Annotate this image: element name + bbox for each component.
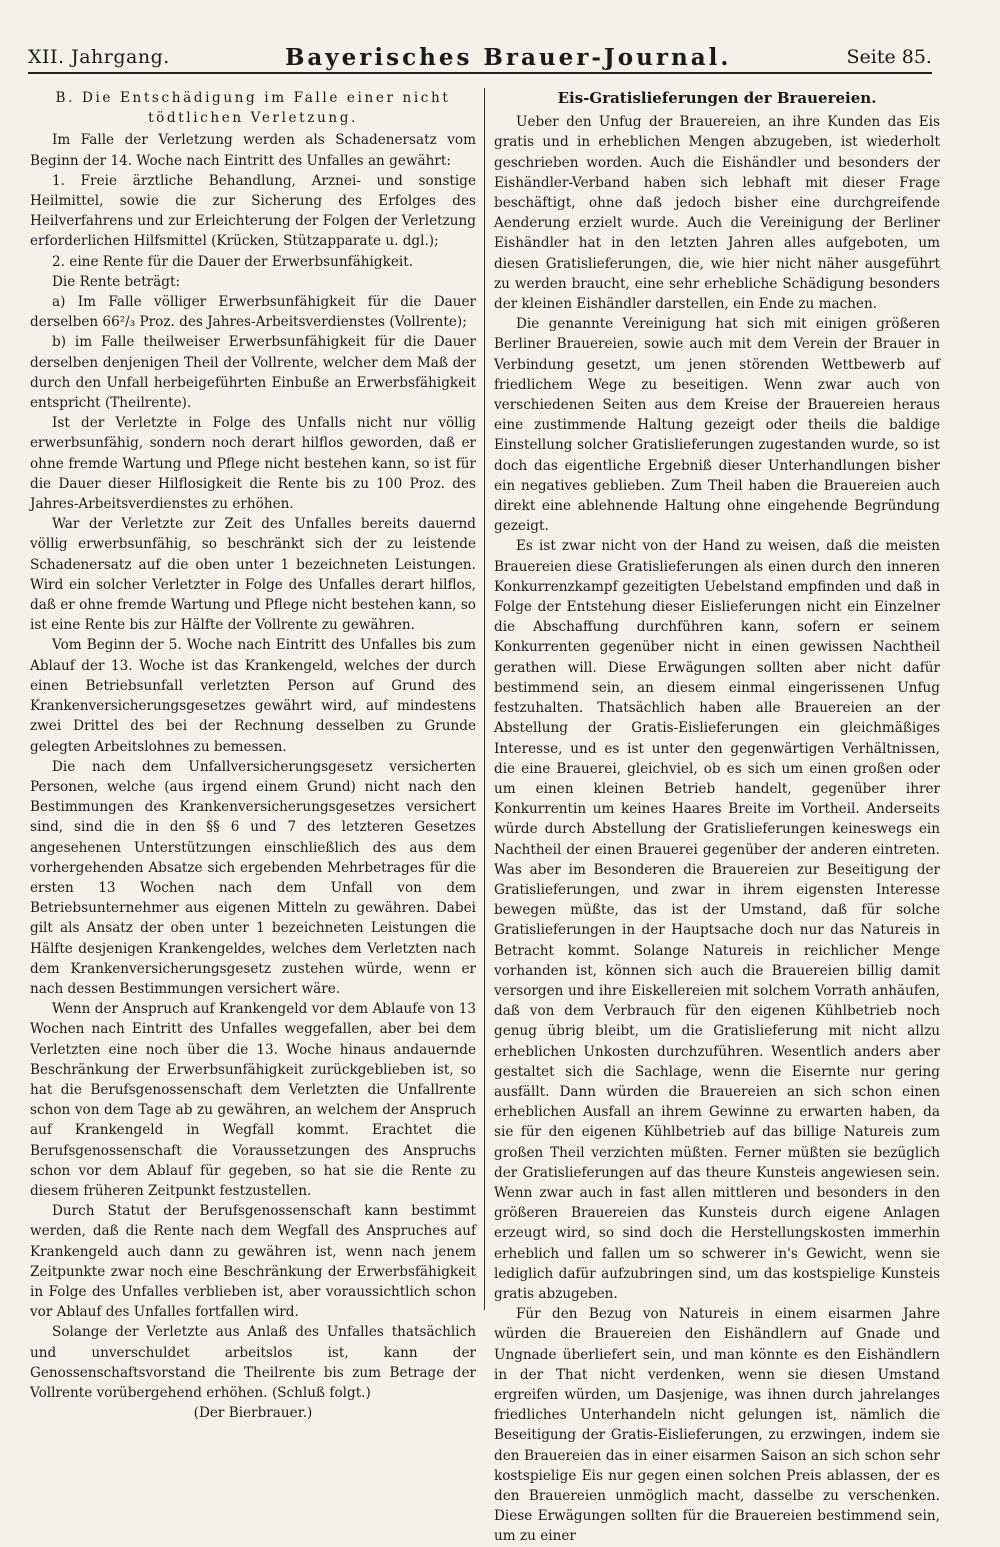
paragraph: Durch Statut der Berufsgenossenschaft kann bestimmt werden, daß die Rente nach dem Wegfall des Anspruches auf Krankengeld auch dann zu gewähren ist, wenn nach jenem Zeitpunkte zwar noch eine Beschränkung der Erwerbsfähigkeit in Folge des Unfalles verblieben ist, aber voraussichtlich schon vor Ablauf des Unfalles fortfallen wird.: [30, 1203, 476, 1321]
paragraph: Ist der Verletzte in Folge des Unfalls nicht nur völlig erwerbsunfähig, sondern noch derart hilflos geworden, daß er ohne fremde Wartung und Pflege nicht bestehen kann, so ist für die Dauer dieser Hilflosigkeit die Rente bis zu 100 Proz. des Jahres-Arbeitsverdienstes zu erhöhen.: [30, 415, 476, 513]
article-title: Eis-Gratislieferungen der Brauereien.: [557, 89, 877, 107]
paragraph: Vom Beginn der 5. Woche nach Eintritt des Unfalles bis zum Ablauf der 13. Woche ist das Krankengeld, welches der durch einen Betriebsunfall verletzten Person auf Grund des Krankenversicherungsgesetzes gewährt wird, auf mindestens zwei Drittel des bei der Rechnung desselben zu Grunde gelegten Arbeitslohnes zu bemessen.: [30, 637, 476, 755]
paragraph: Solange der Verletzte aus Anlaß des Unfalles thatsächlich und unverschuldet arbeitslos ist, kann der Genossenschaftsvorstand die Theilrente bis zum Betrage der Vollrente vorübergehend erhöhen. (Schluß folgt.): [30, 1324, 476, 1401]
paragraph: Im Falle der Verletzung werden als Schadenersatz vom Beginn der 14. Woche nach Eintritt des Unfalles an gewährt:: [30, 132, 476, 169]
column-divider: [484, 88, 485, 1310]
paragraph: b) im Falle theilweiser Erwerbsunfähigkeit für die Dauer derselben denjenigen Theil der Vollrente, welcher dem Maß der durch den Unfall herbeigeführten Einbuße an Erwerbsfähigkeit entspricht (Theilrente).: [30, 334, 476, 412]
paragraph: Für den Bezug von Natureis in einem eisarmen Jahre würden die Brauereien den Eishändlern auf Gnade und Ungnade überliefert sein, und man könnte es den Eishändlern in der That nicht verdenken, wenn sie diesen Umstand ergreifen würden, um Dasjenige, was ihnen durch jahrelanges friedliches Unterhandeln nicht gelungen ist, nämlich die Beseitigung der Gratis-Eislieferungen, zu erzwingen, indem sie den Brauereien das in einer eisarmen Saison an sich schon sehr kostspielige Eis nur gegen einen solchen Preis ablassen, der es den Brauereien unmöglich macht, dasselbe zu verschenken. Diese Erwägungen sollten für die Brauereien bestimmend sein, um zu einer: [494, 1306, 940, 1545]
paragraph: Die genannte Vereinigung hat sich mit einigen größeren Berliner Brauereien, sowie auch mit dem Verein der Brauer in Verbindung gesetzt, um jenen störenden Wettbewerb auf friedlichem Wege zu beseitigen. Wenn zwar auch von verschiedenen Seiten aus dem Kreise der Brauereien heraus eine zustimmende Haltung gezeigt oder theils die baldige Einstellung solcher Gratislieferungen zugestanden wurde, so ist doch das eigentliche Ergebniß dieser Unterhandlungen bisher ein negatives geblieben. Zum Theil haben die Brauereien auch direkt eine ablehnende Haltung ohne eingehende Begründung gezeigt.: [494, 316, 940, 535]
paragraph: a) Im Falle völliger Erwerbsunfähigkeit für die Dauer derselben 66²/₃ Proz. des Jahres-Arbeitsverdienstes (Vollrente);: [30, 294, 476, 331]
paragraph: Wenn der Anspruch auf Krankengeld vor dem Ablaufe von 13 Wochen nach Eintritt des Unfalles weggefallen, aber bei dem Verletzten eine noch über die 13. Woche hinaus andauernde Beschränkung der Erwerbsunfähigkeit zurückgeblieben ist, so hat die Berufsgenossenschaft dem Verletzten die Unfallrente schon von dem Tage ab zu gewähren, an welchem der Anspruch auf Krankengeld in Wegfall kommt. Erachtet die Berufsgenossenschaft die Voraussetzungen des Anspruchs schon vor dem Ablauf für gegeben, so hat sie die Rente zu diesem früheren Zeitpunkt festzustellen.: [30, 1001, 476, 1199]
paragraph: Die nach dem Unfallversicherungsgesetz versicherten Personen, welche (aus irgend einem Grund) nicht nach den Bestimmungen des Krankenversicherungsgesetzes versichert sind, sind die in den §§ 6 und 7 des letzteren Gesetzes angesehenen Unterstützungen einschließlich des aus dem vorhergehenden Absatze sich ergebenden Mehrbetrages für die ersten 13 Wochen nach dem Unfall von dem Betriebsunternehmer aus eigenen Mitteln zu gewähren. Dabei gilt als Ansatz der oben unter 1 bezeichneten Leistungen die Hälfte desjenigen Krankengeldes, welches dem Verletzten nach dem Krankenversicherungsgesetz zustehen würde, wenn er nach dessen Bestimmungen versichert wäre.: [30, 758, 476, 997]
paragraph: 1. Freie ärztliche Behandlung, Arznei- und sonstige Heilmittel, sowie die zur Sicherung des Erfolges des Heilverfahrens und zur Erleichterung der Folgen der Verletzung erforderlichen Hilfsmittel (Krücken, Stützapparate u. dgl.);: [30, 172, 476, 250]
paragraph: 2. eine Rente für die Dauer der Erwerbsunfähigkeit.: [52, 253, 414, 270]
journal-title: Bayerisches Brauer-Journal.: [284, 43, 732, 71]
source-credit: (Der Bierbrauer.): [193, 1405, 313, 1422]
left-column: [30, 88, 476, 1422]
volume-label: XII. Jahrgang.: [28, 46, 170, 68]
page-header: [28, 42, 932, 74]
paragraph: Ueber den Unfug der Brauereien, an ihre Kunden das Eis gratis und in erheblichen Mengen abzugeben, ist wiederholt geschrieben worden. Auch die Eishändler und besonders der Eishändler-Verband haben sich lebhaft mit dieser Frage beschäftigt, ohne daß jedoch bisher eine durchgreifende Aenderung erzielt wurde. Auch die Vereinigung der Berliner Eishändler hat in den letzten Jahren alles aufgeboten, um diesen Gratislieferungen, die, wie hier nicht näher ausgeführt zu werden braucht, eine sehr erhebliche Schädigung besonders der kleinen Eishändler darstellen, ein Ende zu machen.: [494, 114, 940, 313]
right-column: [494, 88, 940, 1545]
paragraph: Die Rente beträgt:: [52, 273, 181, 290]
section-title: B. Die Entschädigung im Falle einer nicht tödtlichen Verletzung.: [55, 90, 451, 127]
paragraph: War der Verletzte zur Zeit des Unfalles bereits dauernd völlig erwerbsunfähig, so beschränkt sich der zu leistende Schadenersatz auf die oben unter 1 bezeichneten Leistungen. Wird ein solcher Verletzter in Folge des Unfalles derart hilflos, daß er ohne fremde Wartung und Pflege nicht bestehen kann, so ist eine Rente bis zur Hälfte der Vollrente zu gewähren.: [30, 516, 476, 634]
page-number: Seite 85.: [846, 46, 932, 68]
paragraph: Es ist zwar nicht von der Hand zu weisen, daß die meisten Brauereien diese Gratislieferungen als einen durch den inneren Konkurrenzkampf gezeitigten Uebelstand empfinden und daß in Folge der Entstehung dieser Eislieferungen nicht ein Einzelner die Abschaffung durchführen kann, sofern er seinem Konkurrenten gegenüber nicht in einen gewissen Nachtheil gerathen will. Diese Erwägungen sollten aber nicht dafür bestimmend sein, an diesem einmal eingerissenen Unfug festzuhalten. Thatsächlich haben alle Brauereien an der Abstellung der Gratis-Eislieferungen ein gleichmäßiges Interesse, und es ist unter den gegenwärtigen Verhältnissen, die eine Brauerei, gleichviel, ob es sich um einen großen oder um einen kleinen Betrieb handelt, gegenüber ihrer Konkurrentin um keines Haares Breite im Vortheil. Anderseits würde durch Abstellung der Gratislieferungen keineswegs ein Nachtheil der einen Brauerei gegenüber der anderen eintreten. Was aber im Besonderen die Brauereien zur Beseitigung der Gratislieferungen, und zwar in ihrem eigensten Interesse bewegen müßte, das ist der Umstand, daß für solche Gratislieferungen in der Hauptsache doch nur das Natureis in Betracht kommt. Solange Natureis in reichlicher Menge vorhanden ist, können sich auch die Brauereien billig damit versorgen und ihre Eiskellereien mit solchem Vorrath anhäufen, daß von dem Verbrauch für den eigenen Kühlbetrieb noch genug übrig bleibt, um die Gratislieferung mit nicht allzu erheblichen Unkosten durchzuführen. Wesentlich anders aber gestaltet sich die Sachlage, wenn die Eisernte nur gering ausfällt. Dann würden die Brauereien an sich schon einen erheblichen Ausfall an ihrem Gewinne zu erwarten haben, da sie für den eigenen Kühlbetrieb auf das billige Natureis zum großen Theil verzichten müßten. Ferner müßten sie bezüglich der Gratislieferungen auf das theure Kunsteis angewiesen sein. Wenn zwar auch in fast allen mittleren und besonders in den größeren Brauereien das Kunsteis durch eigene Anlagen erzeugt wird, so sind doch die Herstellungskosten immerhin erheblich und fallen um so schwerer in's Gewicht, wenn sie lediglich dafür aufzubringen sind, um das kostspielige Kunsteis gratis abzugeben.: [494, 538, 940, 1302]
